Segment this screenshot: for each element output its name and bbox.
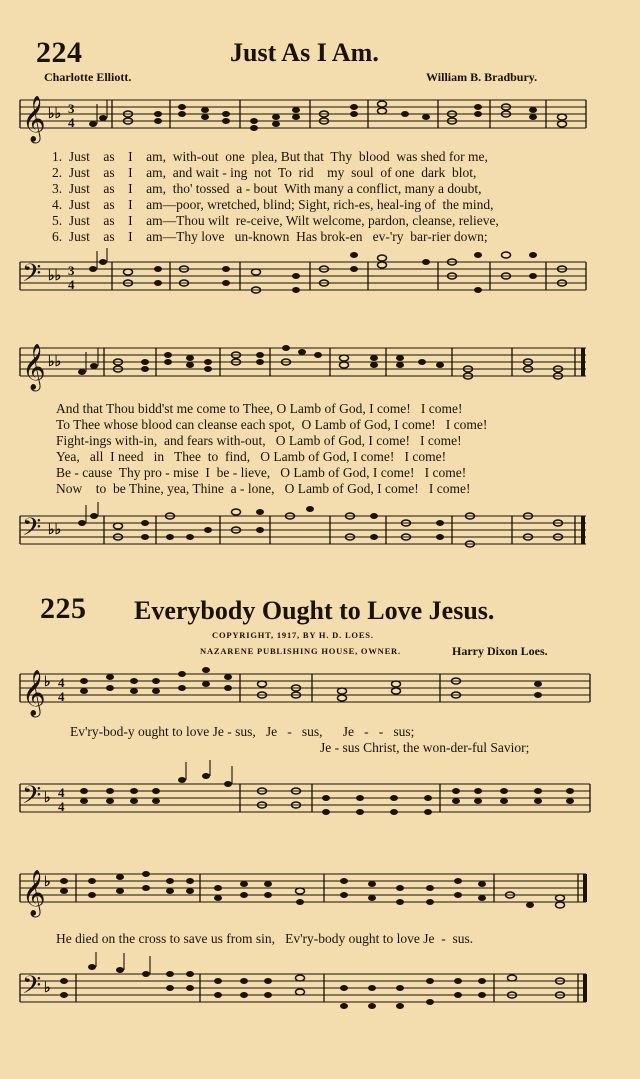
lyrics-225-line3: He died on the cross to save us from sin, Ev'ry-body ought to love Je - sus. xyxy=(56,931,474,946)
verse-line-224-2b: To Thee whose blood can cleanse each spot, O Lamb of God, I come! I come! xyxy=(56,417,488,432)
svg-text:4: 4 xyxy=(68,277,75,292)
notes-225-s1-treble xyxy=(80,667,542,701)
copyright-owner-line: NAZARENE PUBLISHING HOUSE, OWNER. xyxy=(200,646,401,656)
treble-clef-icon: 𝄞 xyxy=(22,870,46,916)
verse-line-224-6a: 6. Just as I am—Thy love un-known Has brok-en ev-'ry bar-rier down; xyxy=(52,229,488,244)
hymn-number: 225 xyxy=(40,592,87,625)
verse-line-224-1b: And that Thou bidd'st me come to Thee, O Lamb of God, I come! I come! xyxy=(56,401,463,416)
verse-line-224-5b: Be - cause Thy pro - mise I be - lieve, O Lamb of God, I come! I come! xyxy=(56,465,467,480)
copyright-line: COPYRIGHT, 1917, BY H. D. LOES. xyxy=(212,630,374,640)
svg-text:4: 4 xyxy=(58,799,65,814)
key-signature-flat: ♭ xyxy=(44,981,51,996)
staff-225-system2-treble xyxy=(0,858,640,928)
bass-clef-icon: 𝄢 xyxy=(22,513,42,548)
treble-clef-icon: 𝄞 xyxy=(22,670,46,716)
lyrics-225-line1: Ev'ry-bod-y ought to love Je - sus, Je - sus, Je - - sus; xyxy=(70,724,415,739)
composer-credit: William B. Bradbury. xyxy=(426,70,538,84)
staff-224-system2-treble xyxy=(0,336,640,406)
hymn-title: Just As I Am. xyxy=(230,38,379,67)
staff-224-system1-bass xyxy=(0,246,640,316)
key-signature-flats: ♭♭ xyxy=(48,523,62,538)
bass-clef-icon: 𝄢 xyxy=(22,781,42,816)
verse-line-224-5a: 5. Just as I am—Thou wilt re-ceive, Wilt welcome, pardon, cleanse, relieve, xyxy=(52,213,499,228)
key-signature-flat: ♭ xyxy=(44,791,51,806)
time-signature-bottom: 4 xyxy=(58,689,65,704)
svg-text:3: 3 xyxy=(68,263,75,278)
verse-line-224-2a: 2. Just as I am, and wait - ing not To rid my soul of one dark blot, xyxy=(52,165,477,180)
staff-224-system2-bass xyxy=(0,500,640,570)
time-signature-top: 3 xyxy=(68,101,75,116)
notes-224-s2-bass xyxy=(78,502,563,547)
svg-text:4: 4 xyxy=(58,785,65,800)
verse-line-224-3a: 3. Just as I am, tho' tossed a - bout With many a conflict, many a doubt, xyxy=(52,181,482,196)
lyrics-225-line2: Je - sus Christ, the won-der-ful Savior; xyxy=(320,740,530,755)
staff-225-system1-treble xyxy=(0,658,640,728)
verse-line-224-6b: Now to be Thine, yea, Thine a - lone, O Lamb of God, I come! I come! xyxy=(56,481,471,496)
bass-clef-icon: 𝄢 xyxy=(22,259,42,294)
staff-225-system2-bass xyxy=(0,950,640,1040)
bass-clef-icon: 𝄢 xyxy=(22,971,42,1006)
composer-credit: Harry Dixon Loes. xyxy=(452,644,548,658)
notes-224-s1-treble xyxy=(89,100,567,131)
hymn-title: Everybody Ought to Love Jesus. xyxy=(134,596,495,625)
key-signature-flat: ♭ xyxy=(44,875,51,890)
verse-line-224-1a: 1. Just as I am, with-out one plea, But that Thy blood was shed for me, xyxy=(52,149,488,164)
treble-clef-icon: 𝄞 xyxy=(22,96,46,142)
time-signature-bottom: 4 xyxy=(68,115,75,130)
verse-line-224-4a: 4. Just as I am—poor, wretched, blind; Sight, rich-es, heal-ing of the mind, xyxy=(52,197,494,212)
notes-224-s1-bass xyxy=(89,248,567,293)
notes-225-s1-bass xyxy=(80,760,574,815)
key-signature-flats: ♭♭ xyxy=(48,269,62,284)
key-signature-flats: ♭♭ xyxy=(48,107,62,122)
key-signature-flat: ♭ xyxy=(44,675,51,690)
verse-line-224-3b: Fight-ings with-in, and fears with-out, O Lamb of God, I come! I come! xyxy=(56,433,462,448)
lyricist-credit: Charlotte Elliott. xyxy=(44,70,132,84)
key-signature-flats: ♭♭ xyxy=(48,355,62,370)
verse-line-224-4b: Yea, all I need in Thee to find, O Lamb of God, I come! I come! xyxy=(56,449,447,464)
staff-225-system1-bass xyxy=(0,756,640,836)
treble-clef-icon: 𝄞 xyxy=(22,344,46,390)
hymn-number: 224 xyxy=(36,36,83,69)
staff-224-system1-treble xyxy=(0,88,640,158)
time-signature-top: 4 xyxy=(58,675,65,690)
